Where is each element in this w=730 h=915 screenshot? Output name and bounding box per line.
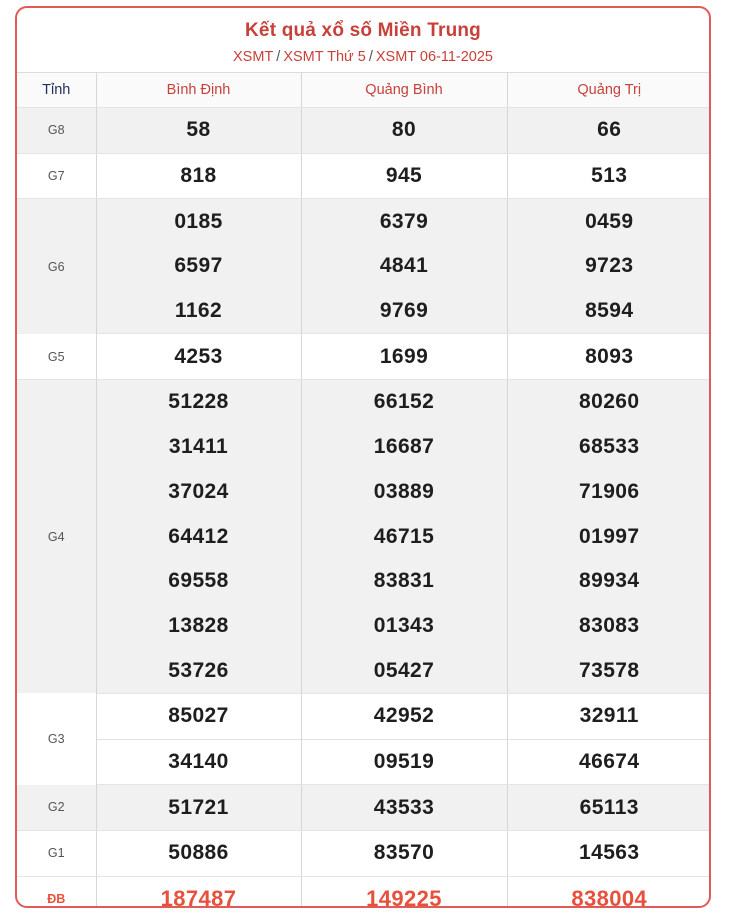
special-prize-label: ĐB <box>17 876 96 908</box>
prize-number: 51721 <box>96 785 301 831</box>
prize-row-g7 <box>17 153 711 199</box>
results-title: Kết quả xổ số Miền Trung <box>245 20 481 41</box>
prize-number: 65113 <box>507 785 711 831</box>
column-header-quang-tri[interactable]: Quảng Trị <box>507 73 711 108</box>
prize-number: 01343 <box>301 604 507 649</box>
prize-number: 71906 <box>507 470 711 515</box>
prize-row-g2 <box>17 785 711 831</box>
prize-number: 14563 <box>507 831 711 877</box>
prize-row-g4 <box>17 648 711 693</box>
prize-number: 6597 <box>96 244 301 289</box>
table-header-row <box>17 73 711 108</box>
column-header-binh-dinh[interactable]: Bình Định <box>96 73 301 108</box>
prize-number: 8093 <box>507 334 711 380</box>
column-header-quang-binh[interactable]: Quảng Bình <box>301 73 507 108</box>
prize-number: 32911 <box>579 704 639 728</box>
breadcrumb-link-date[interactable]: XSMT 06-11-2025 <box>375 49 493 65</box>
prize-row-g5 <box>17 334 711 380</box>
prize-row-g6 <box>17 244 711 289</box>
prize-number: 05427 <box>301 648 507 693</box>
prize-number: 69558 <box>96 559 301 604</box>
prize-row-g4 <box>17 559 711 604</box>
prize-number: 83570 <box>301 831 507 877</box>
prize-number: 89934 <box>507 559 711 604</box>
prize-number: 83083 <box>507 604 711 649</box>
prize-label: G6 <box>17 199 96 334</box>
prize-row-g3 <box>17 739 711 785</box>
prize-number: 4841 <box>301 244 507 289</box>
prize-row-g4 <box>17 380 711 425</box>
prize-label: G8 <box>17 108 96 154</box>
column-header-province-label: Tỉnh <box>17 73 96 108</box>
breadcrumb <box>17 49 709 65</box>
prize-number: 9723 <box>507 244 711 289</box>
prize-row-g6 <box>17 199 711 244</box>
prize-number: 9769 <box>301 289 507 334</box>
prize-row-g8 <box>17 108 711 154</box>
prize-number: 53726 <box>96 648 301 693</box>
prize-label: G2 <box>17 785 96 831</box>
prize-number: 03889 <box>301 470 507 515</box>
prize-number: 43533 <box>301 785 507 831</box>
prize-number: 09519 <box>301 739 507 785</box>
prize-number: 46715 <box>301 514 507 559</box>
prize-label: G3 <box>17 693 96 784</box>
prize-number: 42952 <box>301 693 507 739</box>
prize-number: 37024 <box>96 470 301 515</box>
special-prize-number: 838004 <box>571 886 648 908</box>
special-prize-number: 187487 <box>96 876 301 908</box>
prize-number: 1162 <box>96 289 301 334</box>
prize-label: G1 <box>17 831 96 877</box>
prize-number: 68533 <box>507 425 711 470</box>
prize-number: 85027 <box>96 693 301 739</box>
prize-row-g3 <box>17 693 711 739</box>
prize-number: 34140 <box>96 739 301 785</box>
prize-number: 818 <box>96 153 301 199</box>
prize-number: 31411 <box>96 425 301 470</box>
prize-row-g4 <box>17 514 711 559</box>
prize-number: 513 <box>507 153 711 199</box>
prize-row-g4 <box>17 425 711 470</box>
prize-number: 13828 <box>96 604 301 649</box>
prize-number: 6379 <box>301 199 507 244</box>
breadcrumb-separator: / <box>368 49 373 65</box>
breadcrumb-link-xsmt-thu5[interactable]: XSMT Thứ 5 <box>283 49 366 65</box>
breadcrumb-separator: / <box>276 49 281 65</box>
prize-number: 66 <box>507 108 711 154</box>
prize-number: 8594 <box>507 289 711 334</box>
prize-label: G7 <box>17 153 96 199</box>
results-header <box>17 8 709 73</box>
prize-number: 64412 <box>96 514 301 559</box>
prize-number: 1699 <box>301 334 507 380</box>
prize-number: 83831 <box>301 559 507 604</box>
prize-number: 80 <box>301 108 507 154</box>
prize-number: 80260 <box>507 380 711 425</box>
results-table <box>17 73 711 908</box>
prize-row-g6 <box>17 289 711 334</box>
prize-number: 01997 <box>507 514 711 559</box>
prize-label: G4 <box>17 380 96 694</box>
prize-row-g4 <box>17 604 711 649</box>
prize-number: 16687 <box>301 425 507 470</box>
prize-number: 58 <box>96 108 301 154</box>
prize-number: 51228 <box>96 380 301 425</box>
prize-number: 66152 <box>301 380 507 425</box>
results-card <box>15 6 711 908</box>
prize-label: G5 <box>17 334 96 380</box>
prize-number: 0185 <box>96 199 301 244</box>
prize-row-g4 <box>17 470 711 515</box>
special-prize-number: 149225 <box>301 876 507 908</box>
prize-number: 0459 <box>507 199 711 244</box>
prize-row-g1 <box>17 831 711 877</box>
prize-number: 46674 <box>507 739 711 785</box>
prize-number: 4253 <box>96 334 301 380</box>
prize-number: 945 <box>301 153 507 199</box>
breadcrumb-link-xsmt[interactable]: XSMT <box>233 49 274 65</box>
prize-number: 50886 <box>96 831 301 877</box>
prize-row-special <box>17 876 711 908</box>
prize-number: 73578 <box>507 648 711 693</box>
